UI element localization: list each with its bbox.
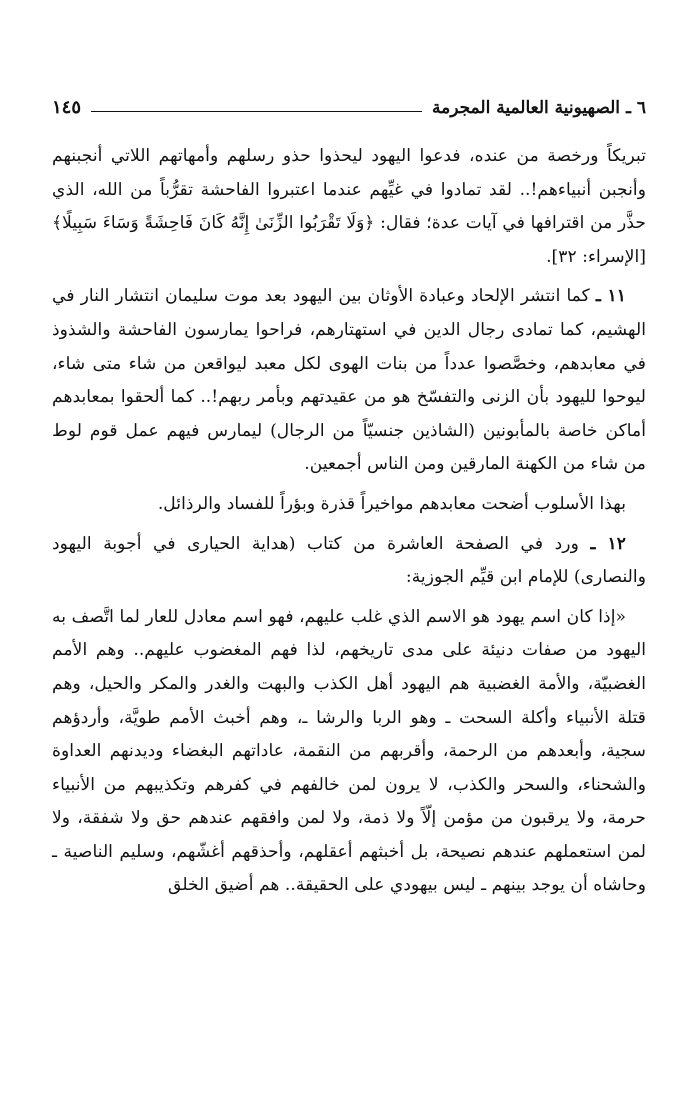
paragraph-12-text: ورد في الصفحة العاشرة من كتاب (هداية الحيارى في أجوبة اليهود والنصارى) للإمام ابن قيِّم الجوزية: xyxy=(52,533,646,588)
page-body xyxy=(52,140,646,903)
running-header xyxy=(52,88,646,118)
paragraph-1: تبريكاً ورخصة من عنده، فدعوا اليهود ليحذوا حذو رسلهم وأمهاتهم اللاتي أنجبنهم وأنجبن أنبياءهم!.. لقد تمادوا في غيِّهم عندما اعتبروا الفاحشة تقرُّباً من الله، الذي حذَّر من اقترافها في آيات عدة؛ فقال: ﴿وَلَا تَقْرَبُوا الزِّنَىٰ إِنَّهُ كَانَ فَاحِشَةً وَسَاءَ سَبِيلًا﴾ [الإسراء: ٣٢]. xyxy=(52,146,646,267)
paragraph-12 xyxy=(52,528,646,595)
paragraph-3: بهذا الأسلوب أضحت معابدهم مواخيراً قذرة وبؤراً للفساد والرذائل. xyxy=(157,493,626,514)
book-page xyxy=(52,88,646,909)
item-number-11: ١١ ـ xyxy=(595,286,626,307)
header-rule xyxy=(91,111,422,112)
paragraph-11 xyxy=(52,280,646,482)
paragraph-11-text: كما انتشر الإلحاد وعبادة الأوثان بين اليهود بعد موت سليمان انتشار النار في الهشيم، كما تمادى رجال الدين في استهتارهم، فراحوا يمارسون الفاحشة والشذوذ في معابدهم، وخصَّصوا عدداً من بنات الهوى لكل معبد ليواقعن من شاء متى شاء، ليوحوا لليهود بأن الزنى والتفسّخ هو من عقيدتهم وبأمر ربهم!.. كما ألحقوا بمعابدهم أماكن خاصة بالمأبونين (الشاذين جنسيّاً من الرجال) ليمارس فيهم عمل قوم لوط من شاء من الكهنة المارقين ومن الناس أجمعين. xyxy=(52,286,646,475)
page-number: ١٤٥ xyxy=(52,97,82,118)
item-number-12: ١٢ ـ xyxy=(590,533,626,554)
chapter-title: ٦ ـ الصهيونية العالمية المجرمة xyxy=(431,98,646,118)
quotation-paragraph: «إذا كان اسم يهود هو الاسم الذي غلب عليهم، فهو اسم معادل للعار لما اتَّصف به اليهود من صفات دنيئة على مدى تاريخهم، لذا فهم المغضوب عليهم.. وهم الأمم الغضبيّة، والأمة الغضبية هم اليهود أهل الكذب والبهت والغدر والمكر والحيل، وهم قتلة الأنبياء وأكلة السحت ـ وهو الربا والرشا ـ، وهم أخبث الأمم طويَّة، وأردؤهم سجية، وأبعدهم من الرحمة، وأقربهم من النقمة، عاداتهم البغضاء وديدنهم العداوة والشحناء، والسحر والكذب، لا يرون لمن خالفهم في كفرهم وتكذيبهم من الأنبياء حرمة، ولا يرقبون من مؤمن إلّاً ولا ذمة، ولا لمن وافقهم عندهم حق ولا شفقة، ولا لمن استعملهم عندهم نصيحة، بل أخبثهم أعقلهم، وأحذقهم أغشّهم، وسليم الناصية ـ وحاشاه أن يوجد بينهم ـ ليس بيهودي على الحقيقة.. هم أضيق الخلق xyxy=(52,606,646,896)
